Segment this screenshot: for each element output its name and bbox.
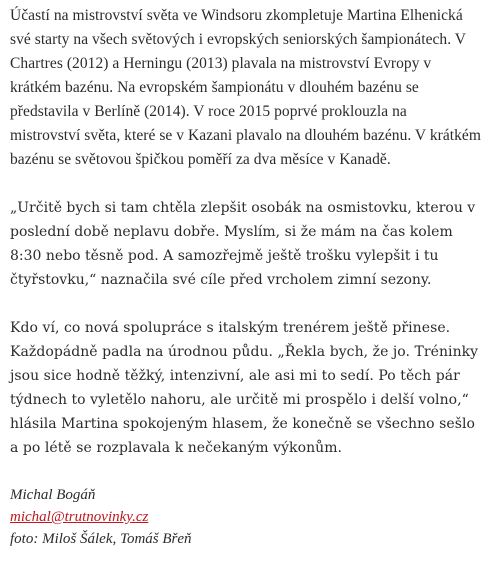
author-name: Michal Bogáň bbox=[10, 487, 96, 503]
paragraph-quote: „Určitě bych si tam chtěla zlepšit osobák na osmistovku, kterou v poslední době neplavu dobře. Myslím, si že mám na čas kolem 8:30 nebo těsně pod. A samozřejmě ještě trošku vylepšit i tu čtyřstovku,“ naznačila své cíle před vrcholem zimní sezony. bbox=[10, 200, 476, 288]
paragraph-closing: Kdo ví, co nová spolupráce s italským trenérem ještě přinese. Každopádně padla na úrodnou půdu. „Řekla bych, že jo. Tréninky jsou sice hodně těžký, intenzivní, ale asi mi to sedí. Po těch pár týdnech to vyletělo nahoru, ale určitě mi prospělo i delší volno,“ hlásila Martina spokojeným hlasem, že konečně se všechno sešlo a po létě se rozplavala k nečekaným výkonům. bbox=[10, 320, 479, 456]
author-email-link[interactable]: michal@trutnovinky.cz bbox=[10, 509, 149, 525]
article-credits bbox=[10, 484, 481, 550]
paragraph-intro: Účastí na mistrovství světa ve Windsoru zkompletuje Martina Elhenická své starty na všech světových i evropských seniorských šampionátech. V Chartres (2012) a Herningu (2013) plavala na mistrovství Evropy v krátkém bazénu. Na evropském šampionátu v dlouhém bazénu se představila v Berlíně (2014). V roce 2015 poprvé proklouzla na mistrovství světa, které se v Kazani plavalo na dlouhém bazénu. V krátkém bazénu se světovou špičkou poměří za dva měsíce v Kanadě. bbox=[10, 7, 481, 168]
photo-credit: foto: Miloš Šálek, Tomáš Břeň bbox=[10, 531, 192, 547]
